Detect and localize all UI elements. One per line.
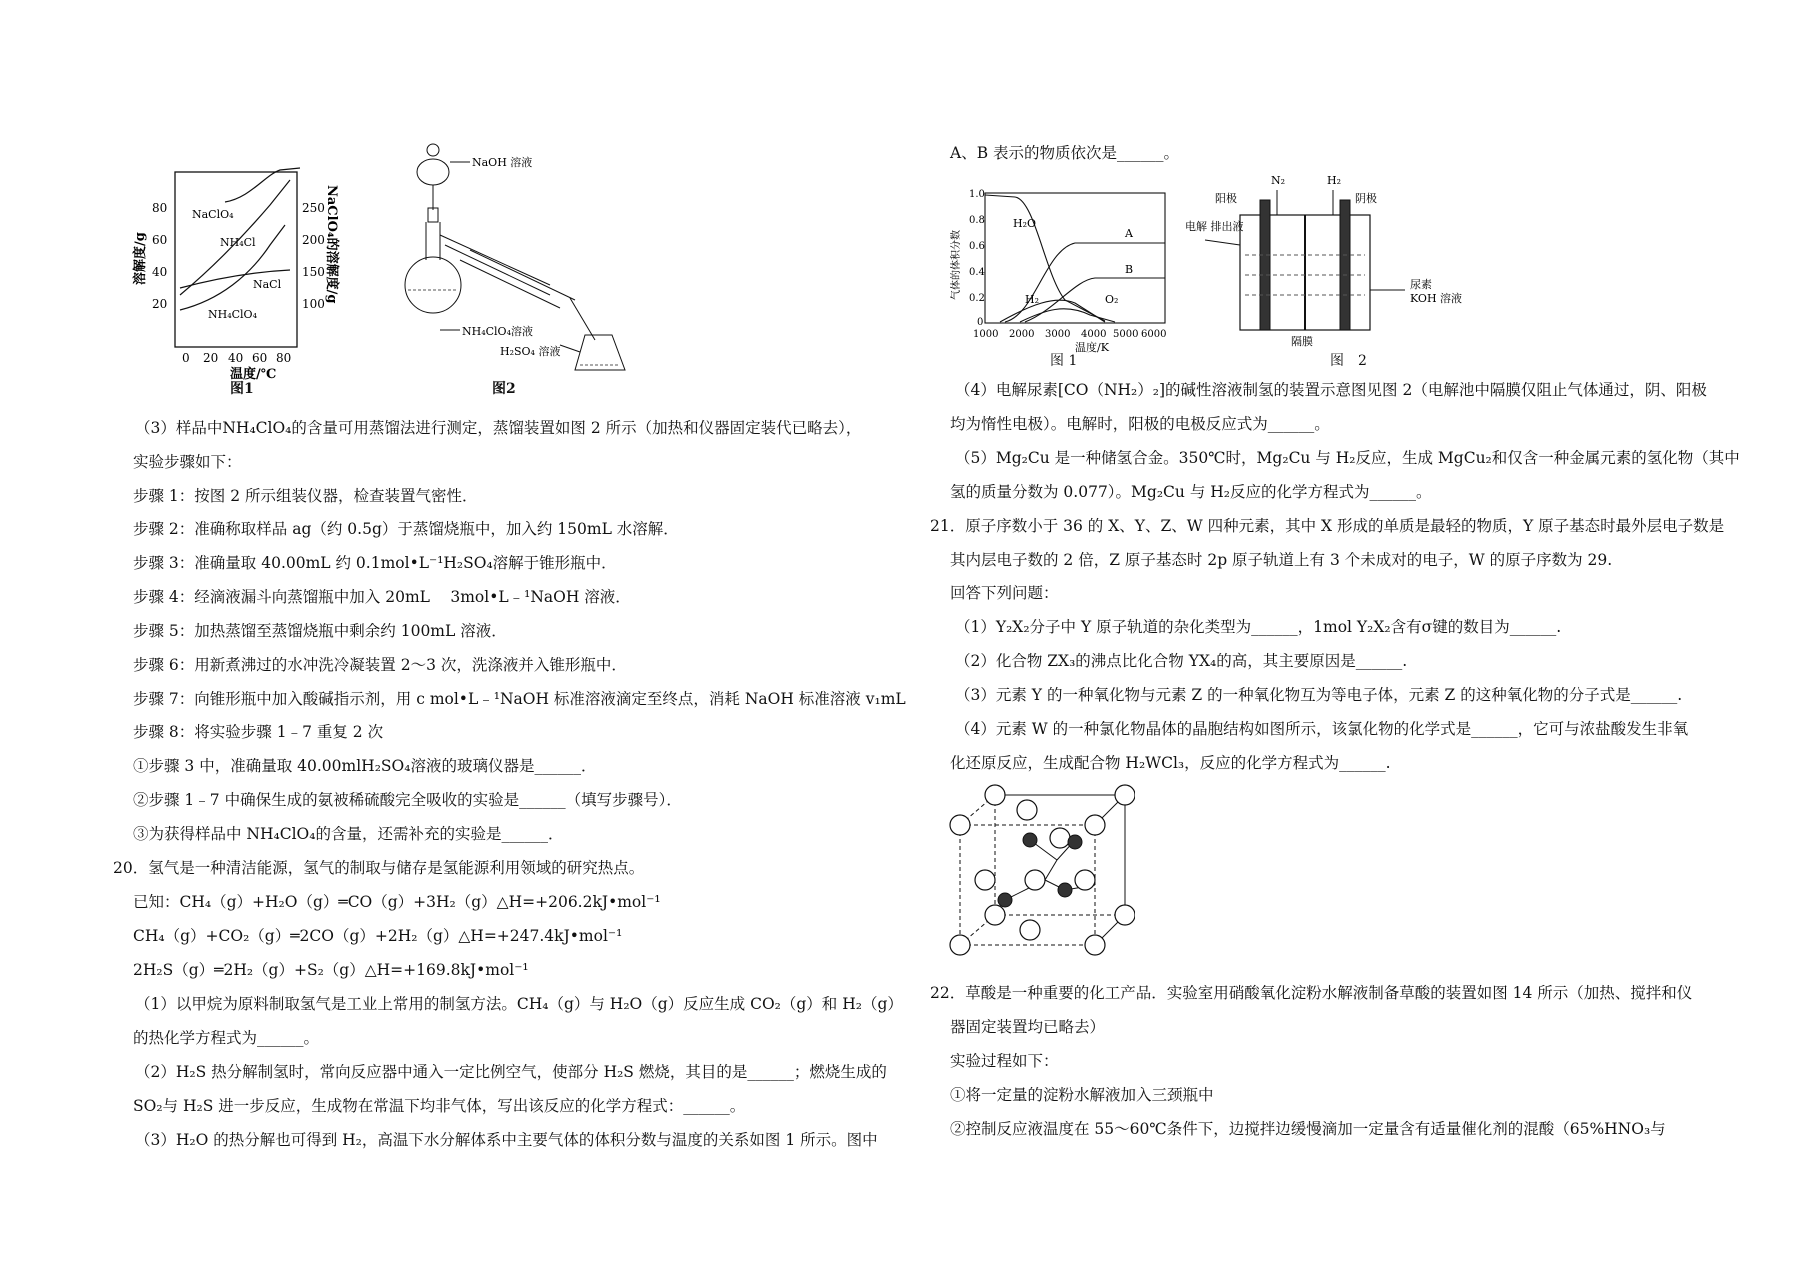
fig1-tick-x40: 40 <box>228 351 244 365</box>
fig1-tick-y80: 80 <box>152 201 168 215</box>
fig1-curve-nh4clo4: NH₄ClO₄ <box>208 308 257 321</box>
rfig1-tick-x4000: 4000 <box>1081 329 1107 340</box>
fig1-tick-r100: 100 <box>302 297 325 311</box>
right-line-3: 氢的质量分数为 0.077）。Mg₂Cu 与 H₂反应的化学方程式为______。 <box>950 483 1432 501</box>
rfig2-membrane: 隔膜 <box>1291 335 1313 348</box>
right-fig2-caption: 图 2 <box>1330 353 1367 369</box>
left-line-3: 步骤 2：准确称取样品 ag（约 0.5g）于蒸馏烧瓶中，加入约 150mL 水溶解． <box>133 520 679 538</box>
fig2-label-nh4clo4: NH₄ClO₄溶液 <box>462 325 533 338</box>
right-line-6: 回答下列问题： <box>950 584 1059 602</box>
rfig1-tick-x2000: 2000 <box>1009 329 1035 340</box>
left-line-16: 2H₂S（g）═2H₂（g）+S₂（g）△H=+169.8kJ•mol⁻¹ <box>133 961 529 979</box>
fig1-y-right-label: NaClO₄的溶解度/g <box>324 185 339 304</box>
rfig2-outflow: 电解 排出液 <box>1185 220 1244 233</box>
fig1-tick-x0: 0 <box>182 351 190 365</box>
fig1-tick-r150: 150 <box>302 265 325 279</box>
right-line-12: 22．草酸是一种重要的化工产品．实验室用硝酸氧化淀粉水解液制备草酸的装置如图 14 所示（加热、搅拌和仪 <box>930 984 1693 1002</box>
rfig1-tick-y10: 1.0 <box>969 189 985 200</box>
fig1-tick-x80: 80 <box>276 351 292 365</box>
fig1-tick-y60: 60 <box>152 233 168 247</box>
left-line-0: （3）样品中NH₄ClO₄的含量可用蒸馏法进行测定，蒸馏装置如图 2 所示（加热和仪器固定装代已略去）， <box>135 419 862 437</box>
rfig1-tick-y08: 0.8 <box>969 215 985 226</box>
left-line-15: CH₄（g）+CO₂（g）═2CO（g）+2H₂（g）△H=+247.4kJ•mol⁻¹ <box>133 927 623 945</box>
right-line-7: （1）Y₂X₂分子中 Y 原子轨道的杂化类型为______，1mol Y₂X₂含有σ键的数目为______. <box>955 618 1562 636</box>
fig1-curve-naclo4: NaClO₄ <box>192 208 234 221</box>
left-line-17: （1）以甲烷为原料制取氢气是工业上常用的制氢方法。CH₄（g）与 H₂O（g）反应生成 CO₂（g）和 H₂（g） <box>135 995 903 1013</box>
right-line-4: 21．原子序数小于 36 的 X、Y、Z、W 四种元素，其中 X 形成的单质是最轻的物质，Y 原子基态时最外层电子数是 <box>930 517 1725 535</box>
rfig1-curve-h2o: H₂O <box>1013 217 1037 230</box>
rfig2-anode: 阳极 <box>1215 192 1237 205</box>
fig1-tick-x20: 20 <box>203 351 219 365</box>
rfig1-tick-y02: 0.2 <box>969 293 985 304</box>
right-line-14: 实验过程如下： <box>950 1052 1059 1070</box>
right-line-10: （4）元素 W 的一种氯化物晶体的晶胞结构如图所示，该氯化物的化学式是______，它可与浓盐酸发生非氧 <box>955 720 1689 738</box>
rfig1-curve-o2: O₂ <box>1105 293 1119 306</box>
volume-fraction-figure <box>945 185 1170 370</box>
rfig2-urea: 尿素 <box>1410 278 1432 291</box>
distillation-apparatus <box>400 140 690 380</box>
fig1-curve-nh4cl: NH₄Cl <box>220 236 256 249</box>
fig1-tick-y20: 20 <box>152 297 168 311</box>
rfig1-tick-y0: 0 <box>977 317 984 328</box>
rfig1-tick-y06: 0.6 <box>969 241 985 252</box>
rfig1-curve-a: A <box>1125 227 1133 240</box>
right-line-8: （2）化合物 ZX₃的沸点比化合物 YX₄的高，其主要原因是______. <box>955 652 1408 670</box>
rfig2-koh: KOH 溶液 <box>1410 292 1463 305</box>
left-line-10: ①步骤 3 中，准确量取 40.00mlH₂SO₄溶液的玻璃仪器是______． <box>133 757 597 775</box>
fig1-x-label: 温度/℃ <box>230 367 277 382</box>
right-line-15: ①将一定量的淀粉水解液加入三颈瓶中 <box>950 1086 1214 1104</box>
fig1-tick-y40: 40 <box>152 265 168 279</box>
left-line-7: 步骤 6：用新煮沸过的水冲洗冷凝装置 2～3 次，洗涤液并入锥形瓶中． <box>133 656 627 674</box>
rfig1-tick-y04: 0.4 <box>969 267 985 278</box>
left-line-2: 步骤 1：按图 2 所示组装仪器，检查装置气密性． <box>133 487 478 505</box>
left-line-8: 步骤 7：向锥形瓶中加入酸碱指示剂，用 c mol•L﹣¹NaOH 标准溶液滴定至终点，消耗 NaOH 标准溶液 v₁mL <box>133 690 906 708</box>
left-line-21: （3）H₂O 的热分解也可得到 H₂，高温下水分解体系中主要气体的体积分数与温度的关系如图 1 所示。图中 <box>135 1131 878 1149</box>
rfig1-tick-x6000: 6000 <box>1141 329 1167 340</box>
right-line-13: 器固定装置均已略去） <box>950 1018 1106 1036</box>
left-line-19: （2）H₂S 热分解制氢时，常向反应器中通入一定比例空气，使部分 H₂S 燃烧，其目的是______；燃烧生成的 <box>135 1063 887 1081</box>
left-line-18: 的热化学方程式为______。 <box>133 1029 320 1047</box>
rfig2-n2: N₂ <box>1271 174 1286 187</box>
left-line-14: 已知：CH₄（g）+H₂O（g）═CO（g）+3H₂（g）△H=+206.2kJ•mol⁻¹ <box>133 893 661 911</box>
right-top-line: A、B 表示的物质依次是______。 <box>950 144 1180 162</box>
right-line-9: （3）元素 Y 的一种氧化物与元素 Z 的一种氧化物互为等电子体，元素 Z 的这种氧化物的分子式是______. <box>955 686 1683 704</box>
fig2-label-naoh: NaOH 溶液 <box>472 156 533 169</box>
electrolysis-cell <box>1185 170 1485 350</box>
left-line-1: 实验步骤如下： <box>133 453 242 471</box>
fig1-tick-r250: 250 <box>302 201 325 215</box>
right-line-1: 均为惰性电极）。电解时，阳极的电极反应式为______。 <box>950 415 1330 433</box>
right-line-16: ②控制反应液温度在 55～60℃条件下，边搅拌边缓慢滴加一定量含有适量催化剂的混酸（65%HNO₃与 <box>950 1120 1666 1138</box>
rfig1-curve-h2: H₂ <box>1025 293 1040 306</box>
left-line-5: 步骤 4：经滴液漏斗向蒸馏瓶中加入 20mL 3mol•L﹣¹NaOH 溶液． <box>133 588 631 606</box>
right-line-2: （5）Mg₂Cu 是一种储氢合金。350℃时，Mg₂Cu 与 H₂反应，生成 MgCu₂和仅含一种金属元素的氢化物（其中 <box>955 449 1740 467</box>
rfig1-y-label: 气体的体积分数 <box>951 230 962 300</box>
left-fig1-caption: 图1 <box>230 381 254 397</box>
left-line-4: 步骤 3：准确量取 40.00mL 约 0.1mol•L⁻¹H₂SO₄溶解于锥形瓶中． <box>133 554 617 572</box>
rfig1-x-label: 温度/K <box>1075 341 1109 354</box>
left-line-12: ③为获得样品中 NH₄ClO₄的含量，还需补充的实验是______． <box>133 825 564 843</box>
rfig1-tick-x3000: 3000 <box>1045 329 1071 340</box>
right-line-5: 其内层电子数的 2 倍，Z 原子基态时 2p 原子轨道上有 3 个未成对的电子，W 的原子序数为 29. <box>950 551 1613 569</box>
right-line-0: （4）电解尿素[CO（NH₂）₂]的碱性溶液制氢的装置示意图见图 2（电解池中隔膜仅阻止气体通过，阴、阳极 <box>955 381 1707 399</box>
fig1-curve-nacl: NaCl <box>253 278 282 291</box>
left-line-6: 步骤 5：加热蒸馏至蒸馏烧瓶中剩余约 100mL 溶液． <box>133 622 507 640</box>
fig2-label-h2so4: H₂SO₄ 溶液 <box>500 345 561 358</box>
crystal-unit-cell <box>945 780 1135 965</box>
rfig1-tick-x5000: 5000 <box>1113 329 1139 340</box>
fig1-tick-x60: 60 <box>252 351 268 365</box>
left-fig2-caption: 图2 <box>492 381 516 397</box>
fig1-y-left-label: 溶解度/g <box>133 232 148 285</box>
left-line-9: 步骤 8：将实验步骤 1﹣7 重复 2 次 <box>133 723 384 741</box>
fig1-tick-r200: 200 <box>302 233 325 247</box>
solubility-figure <box>130 160 340 390</box>
rfig1-tick-x1000: 1000 <box>973 329 999 340</box>
rfig2-h2: H₂ <box>1327 174 1342 187</box>
left-line-11: ②步骤 1﹣7 中确保生成的氨被稀硫酸完全吸收的实验是______（填写步骤号）． <box>133 791 682 809</box>
rfig2-cathode: 阴极 <box>1355 192 1377 205</box>
left-line-20: SO₂与 H₂S 进一步反应，生成物在常温下均非气体，写出该反应的化学方程式：______。 <box>133 1097 746 1115</box>
left-line-13: 20．氢气是一种清洁能源，氢气的制取与储存是氢能源利用领域的研究热点。 <box>113 859 645 877</box>
right-fig1-caption: 图 1 <box>1050 353 1078 369</box>
right-line-11: 化还原反应，生成配合物 H₂WCl₃，反应的化学方程式为______. <box>950 754 1391 772</box>
rfig1-curve-b: B <box>1125 263 1134 276</box>
